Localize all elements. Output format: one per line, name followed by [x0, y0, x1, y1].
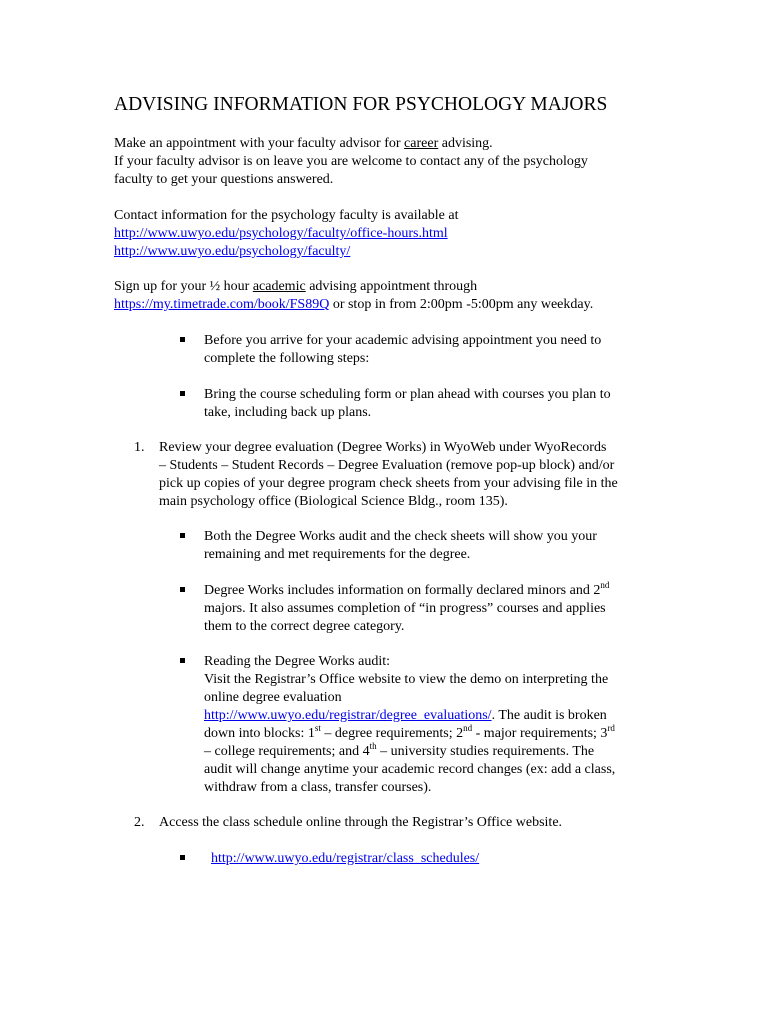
intro-line-2: If your faculty advisor is on leave you are welcome to contact any of the psychology: [114, 154, 588, 169]
bullet-text: – degree requirements; 2: [320, 726, 464, 741]
contact-paragraph: [114, 207, 674, 261]
intro-line-3: faculty to get your questions answered.: [114, 172, 334, 187]
bullet-text: - major requirements; 3: [472, 726, 608, 741]
bullet-text-line: Both the Degree Works audit and the check sheets will show you your: [204, 529, 597, 544]
page-title: ADVISING INFORMATION FOR PSYCHOLOGY MAJORS: [114, 94, 608, 115]
bullet-text: . The audit is broken: [491, 708, 607, 723]
timetrade-link[interactable]: https://my.timetrade.com/book/FS89Q: [114, 297, 330, 312]
bullet-text-line: Before you arrive for your academic advising appointment you need to: [204, 333, 602, 348]
bullet-text: down into blocks: 1: [204, 726, 315, 741]
bullet-icon: [180, 587, 185, 592]
signup-line-2: [114, 296, 674, 314]
step-number: 1.: [134, 440, 145, 455]
signup-text: Sign up for your ½ hour: [114, 279, 253, 294]
bullet-text-line: withdraw from a class, transfer courses).: [204, 780, 432, 795]
signup-line-1: [114, 278, 674, 296]
bullet-text-line: online degree evaluation: [204, 690, 342, 705]
bullet-text: Degree Works includes information on formally declared minors and 2: [204, 583, 601, 598]
superscript: nd: [463, 723, 473, 733]
intro-line-1: [114, 135, 674, 153]
bullet-text-line: complete the following steps:: [204, 351, 370, 366]
step-text-line: – Students – Student Records – Degree Evaluation (remove pop-up block) and/or: [159, 458, 615, 473]
bullet-text-line: [204, 582, 664, 600]
bullet-icon: [180, 337, 185, 342]
step-text-line: Review your degree evaluation (Degree Works) in WyoWeb under WyoRecords: [159, 440, 607, 455]
superscript: th: [369, 741, 377, 751]
career-underlined: career: [404, 136, 439, 151]
superscript: rd: [607, 723, 615, 733]
step-text-line: pick up copies of your degree program check sheets from your advising file in the: [159, 476, 618, 491]
step-text-line: main psychology office (Biological Science Bldg., room 135).: [159, 494, 508, 509]
bullet-text-line: Reading the Degree Works audit:: [204, 654, 391, 669]
bullet-text-line: majors. It also assumes completion of “in progress” courses and applies: [204, 601, 606, 616]
contact-line: Contact information for the psychology faculty is available at: [114, 208, 459, 223]
bullet-text-line: Visit the Registrar’s Office website to view the demo on interpreting the: [204, 672, 609, 687]
step-number: 2.: [134, 815, 145, 830]
bullet-text-line: [204, 743, 664, 761]
bullet-icon: [180, 533, 185, 538]
bullet-text: – university studies requirements. The: [376, 744, 595, 759]
signup-text-end: advising appointment through: [305, 279, 478, 294]
bullet-icon: [180, 658, 185, 663]
bullet-text-line: them to the correct degree category.: [204, 619, 405, 634]
academic-underlined: academic: [252, 279, 306, 294]
superscript: nd: [600, 580, 610, 590]
degree-evaluations-link[interactable]: http://www.uwyo.edu/registrar/degree_evaluations/: [204, 708, 492, 723]
intro-text-end: advising.: [438, 136, 493, 151]
signup-paragraph: [114, 278, 674, 314]
intro-paragraph: [114, 135, 674, 189]
class-schedules-link[interactable]: http://www.uwyo.edu/registrar/class_schedules/: [211, 851, 480, 866]
bullet-text-line: audit will change anytime your academic record changes (ex: add a class,: [204, 762, 616, 777]
bullet-text-line: remaining and met requirements for the degree.: [204, 547, 471, 562]
bullet-icon: [180, 855, 185, 860]
signup-hours-text: or stop in from 2:00pm -5:00pm any weekday.: [329, 297, 594, 312]
step-text-line: Access the class schedule online through the Registrar’s Office website.: [159, 815, 563, 830]
bullet-text: – college requirements; and 4: [204, 744, 370, 759]
intro-text: Make an appointment with your faculty advisor for: [114, 136, 405, 151]
bullet-icon: [180, 391, 185, 396]
office-hours-link[interactable]: http://www.uwyo.edu/psychology/faculty/office-hours.html: [114, 226, 448, 241]
bullet-text-line: [204, 725, 664, 743]
superscript: st: [314, 723, 321, 733]
bullet-text-line: [204, 707, 664, 725]
bullet-text-line: take, including back up plans.: [204, 405, 372, 420]
bullet-text-line: Bring the course scheduling form or plan ahead with courses you plan to: [204, 387, 611, 402]
faculty-link[interactable]: http://www.uwyo.edu/psychology/faculty/: [114, 244, 351, 259]
